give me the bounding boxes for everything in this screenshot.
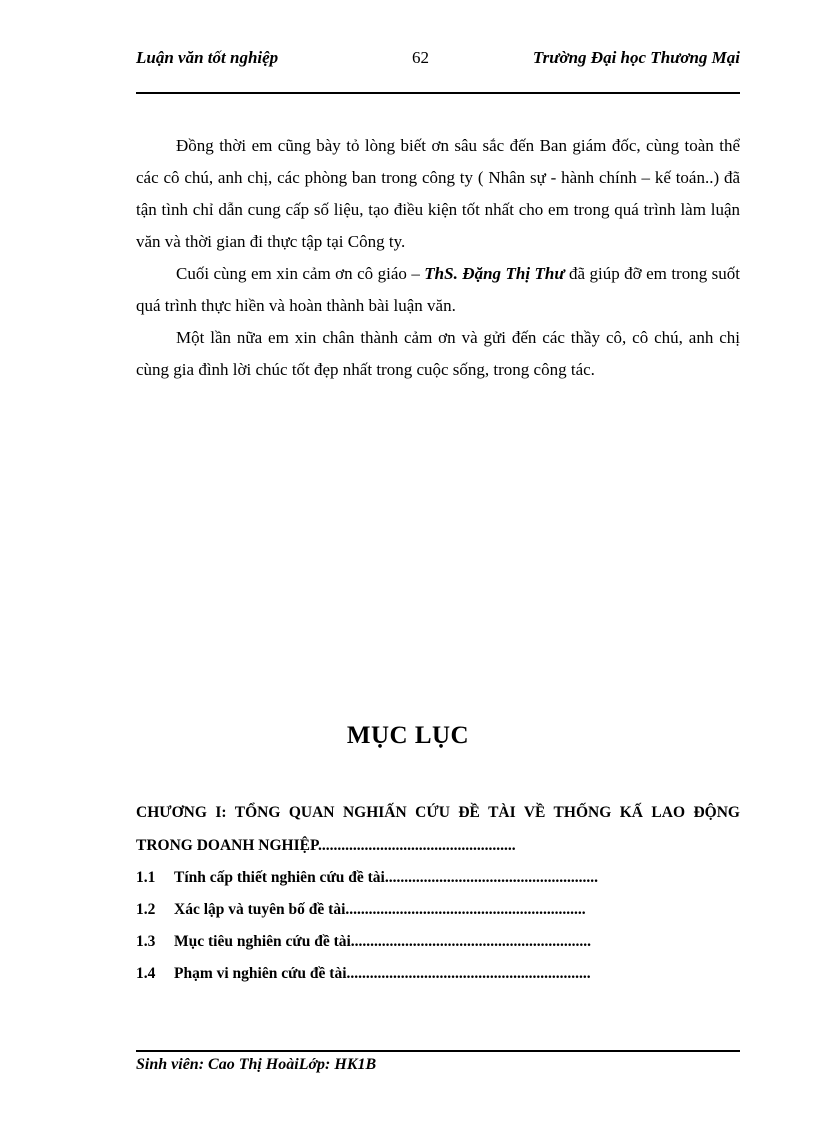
header-rule xyxy=(136,92,740,94)
footer-rule xyxy=(136,1050,740,1052)
toc-item-title: Xác lập và tuyên bố đề tài.............................................................. xyxy=(174,901,586,918)
toc-item-title: Phạm vi nghiên cứu đề tài............................................................... xyxy=(174,965,591,982)
header-thesis-label: Luận văn tốt nghiệp xyxy=(136,48,279,67)
toc-title: MỤC LỤC xyxy=(346,722,470,749)
toc-item[interactable] xyxy=(136,862,740,894)
advisor-name: ThS. Đặng Thị Thư xyxy=(424,264,565,283)
paragraph-2 xyxy=(136,258,740,322)
toc-item[interactable] xyxy=(136,958,740,990)
page-number: 62 xyxy=(412,48,429,67)
toc-item-title: Mục tiêu nghiên cứu đề tài.............................................................. xyxy=(174,933,592,950)
toc-item-number: 1.2 xyxy=(136,901,156,918)
acknowledgement-text xyxy=(136,130,740,386)
toc-item-number: 1.4 xyxy=(136,965,156,982)
table-of-contents xyxy=(136,796,740,990)
paragraph-2-end: đã giúp đỡ em trong suốt quá trình thực hiền và hoàn thành bài luận văn. xyxy=(136,264,740,315)
paragraph-1: Đồng thời em cũng bày tỏ lòng biết ơn sâu sắc đến Ban giám đốc, cùng toàn thể các cô chú, anh chị, các phòng ban trong công ty ( Nhân sự - hành chính – kế toán..) đã tận tình chỉ dẫn cung cấp số liệu, tạo điều kiện tốt nhất cho em trong quá trình làm luận văn và thời gian đi thực tập tại Công ty. xyxy=(136,136,740,251)
toc-item-title: Tính cấp thiết nghiên cứu đề tài....................................................... xyxy=(174,869,598,886)
toc-item[interactable] xyxy=(136,926,740,958)
toc-chapter-1[interactable]: CHƯƠNG I: TỔNG QUAN NGHIẤN CỨU ĐỀ TÀI VỀ THỐNG KẤ LAO ĐỘNG TRONG DOANH NGHIỆP................................................... xyxy=(136,804,740,854)
toc-item-number: 1.3 xyxy=(136,933,156,950)
header-university: Trường Đại học Thương Mại xyxy=(532,48,740,67)
page-header xyxy=(136,48,740,74)
paragraph-3: Một lần nữa em xin chân thành cảm ơn và gửi đến các thầy cô, cô chú, anh chị cùng gia đình lời chúc tốt đẹp nhất trong cuộc sống, trong công tác. xyxy=(136,328,740,379)
toc-item[interactable] xyxy=(136,894,740,926)
paragraph-2-start: Cuối cùng em xin cảm ơn cô giáo – xyxy=(176,264,425,283)
toc-item-number: 1.1 xyxy=(136,869,156,886)
page-footer: Sinh viên: Cao Thị HoàiLớp: HK1B xyxy=(136,1056,377,1073)
